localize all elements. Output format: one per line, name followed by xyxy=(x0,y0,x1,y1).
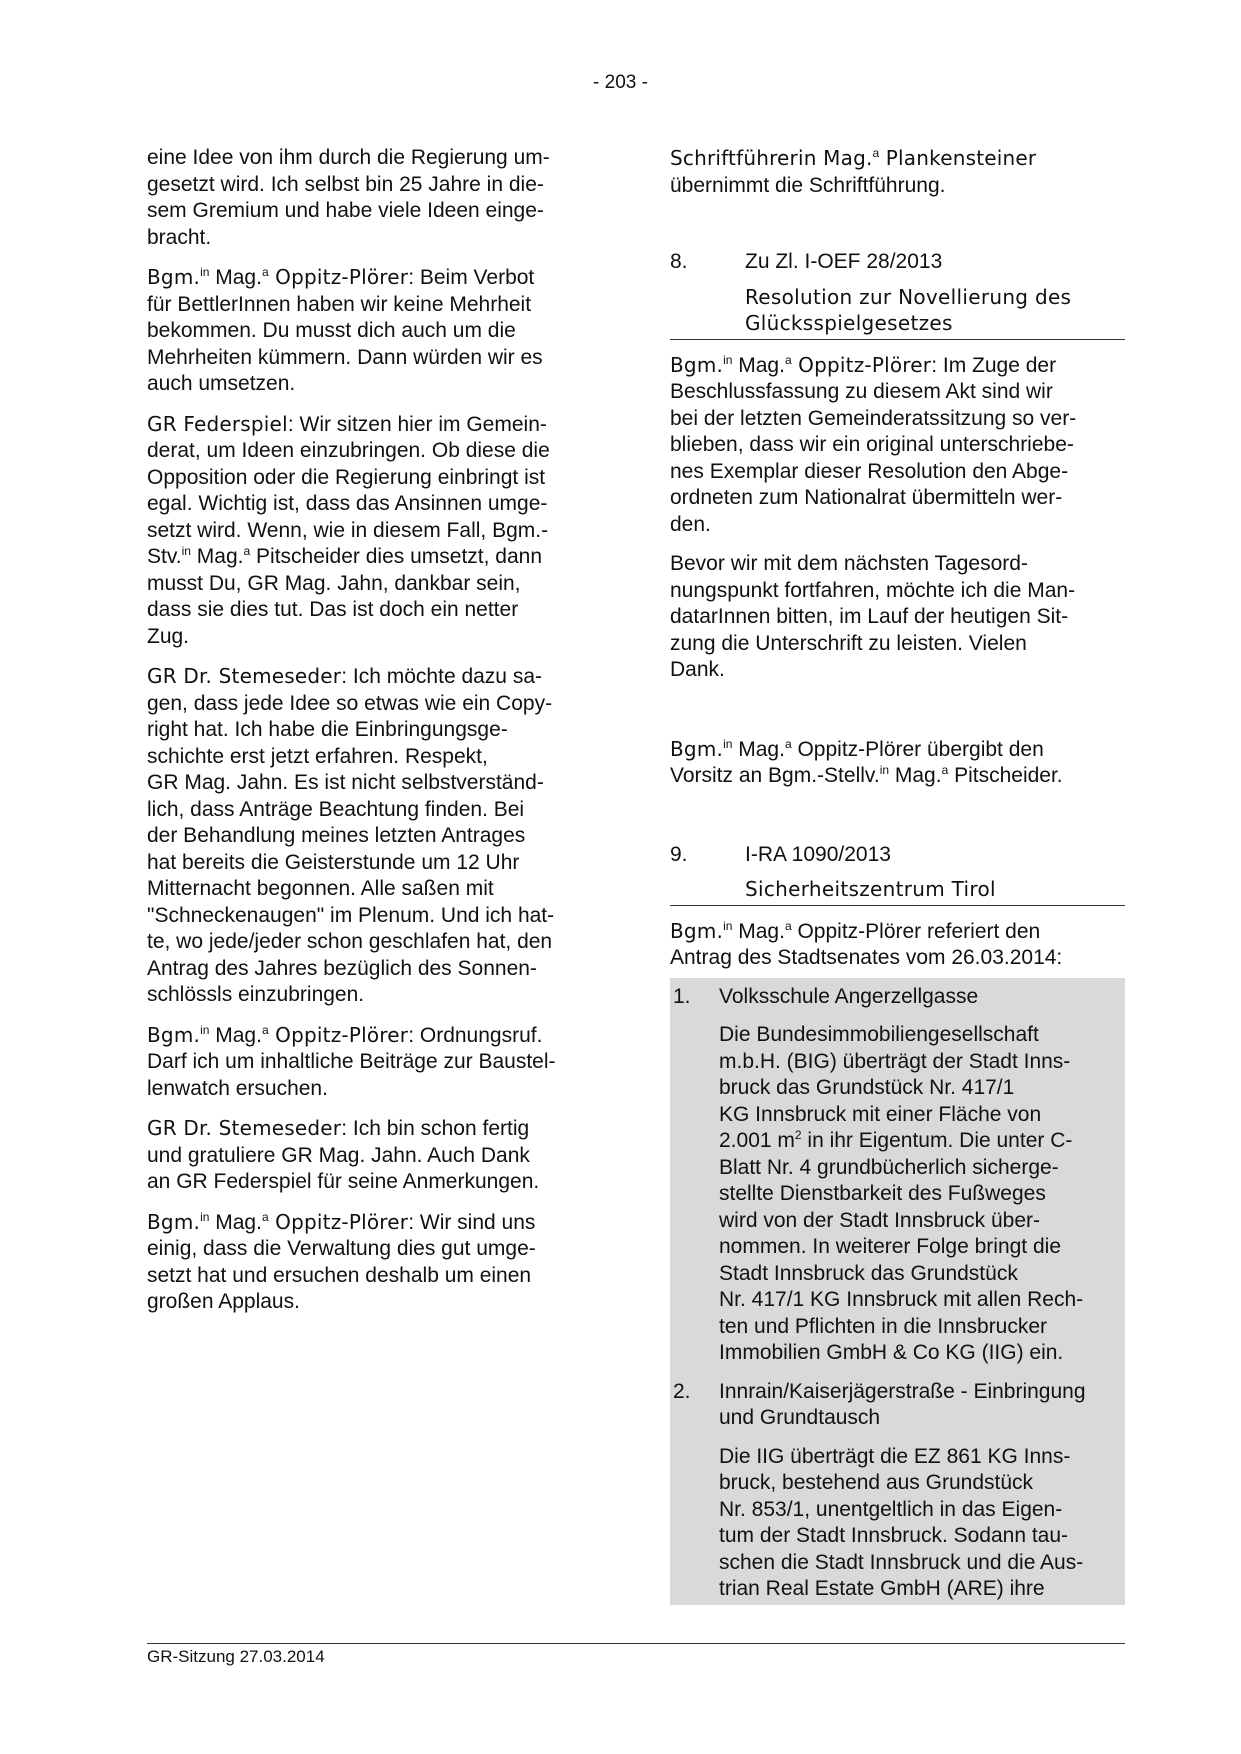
text-line: sem Gremium und habe viele Ideen einge- xyxy=(147,199,544,222)
motion-item-text xyxy=(719,1444,1119,1603)
text-line: eine Idee von ihm durch die Regierung um- xyxy=(147,146,550,169)
text-line: für BettlerInnen haben wir keine Mehrheit xyxy=(147,292,532,316)
text-line: : Wir sitzen hier im Gemein- xyxy=(287,412,547,436)
text-line: bekommen. Du musst dich auch um die xyxy=(147,319,516,342)
text-line: setzt wird. Wenn, wie in diesem Fall, Bgm.- xyxy=(147,518,549,542)
text-line: zung die Unterschrift zu leisten. Vielen xyxy=(670,631,1027,655)
title-line: Innrain/Kaiserjägerstraße - Einbringung xyxy=(719,1379,1086,1403)
text-line: hat bereits die Geisterstunde um 12 Uhr xyxy=(147,850,520,874)
agenda-item-number: 8. xyxy=(670,250,688,273)
motion-item-text xyxy=(719,1022,1119,1367)
text-line: nungspunkt fortfahren, möchte ich die Man- xyxy=(670,578,1076,602)
text-line: setzt hat und ersuchen deshalb um einen xyxy=(147,1263,532,1287)
speaker-title: Mag. xyxy=(732,737,785,761)
text-line: wird von der Stadt Innsbruck über- xyxy=(719,1208,1040,1232)
footer-divider xyxy=(147,1643,1125,1644)
text-line: Opposition oder die Regierung einbringt ist xyxy=(147,465,546,489)
text-line: bei der letzten Gemeinderatssitzung so ver- xyxy=(670,406,1077,430)
area-value: 2.001 m xyxy=(719,1129,795,1152)
text-line: : Ich möchte dazu sa- xyxy=(341,665,542,688)
text-line: nes Exemplar dieser Resolution den Abge- xyxy=(670,459,1069,483)
text-line: Die Bundesimmobiliengesellschaft xyxy=(719,1023,1039,1046)
text-line: bruck, bestehend aus Grundstück xyxy=(719,1471,1034,1494)
text-fragment: Vorsitz an Bgm.-Stellv. xyxy=(670,764,880,787)
paragraph-mayor-resolution xyxy=(670,352,1125,539)
superscript: a xyxy=(784,918,792,933)
paragraph-mayor-beggars xyxy=(147,264,597,398)
speaker-name: Plankensteiner xyxy=(879,146,1037,170)
text-line: GR Mag. Jahn. Es ist nicht selbstverständ- xyxy=(147,771,544,794)
superscript: a xyxy=(784,352,792,367)
text-line: Immobilien GmbH & Co KG (IIG) ein. xyxy=(719,1341,1064,1364)
text-line: Blatt Nr. 4 grundbücherlich sicherge- xyxy=(719,1155,1059,1179)
superscript: in xyxy=(200,265,210,279)
title-line: Glücksspielgesetzes xyxy=(745,311,953,335)
text-line: datarInnen bitten, im Lauf der heutigen Sit- xyxy=(670,605,1069,628)
text-line: dass sie dies tut. Das ist doch ein netter xyxy=(147,598,519,621)
text-line: nommen. In weiterer Folge bringt die xyxy=(719,1235,1061,1258)
text-line: und gratuliere GR Mag. Jahn. Auch Dank xyxy=(147,1143,530,1167)
text-line: Die IIG überträgt die EZ 861 KG Inns- xyxy=(719,1444,1071,1468)
agenda-item-number: 9. xyxy=(670,842,688,866)
text-line: gesetzt wird. Ich selbst bin 25 Jahre in die- xyxy=(147,172,544,196)
motion-item-number: 2. xyxy=(673,1379,691,1403)
superscript: a xyxy=(261,1209,269,1224)
agenda-item-title: Sicherheitszentrum Tirol xyxy=(745,877,996,901)
text-line: Nr. 417/1 KG Innsbruck mit allen Rech- xyxy=(719,1288,1084,1311)
text-line: Mitternacht begonnen. Alle saßen mit xyxy=(147,877,494,900)
text-fragment: Stv. xyxy=(147,545,182,568)
speaker-name: GR Dr. Stemeseder xyxy=(147,664,342,688)
paragraph-stemeseder-finished xyxy=(147,1115,597,1196)
superscript: in xyxy=(181,544,191,558)
text-line: Pitscheider dies umsetzt, dann xyxy=(250,545,543,568)
text-fragment: Pitscheider. xyxy=(948,764,1063,787)
text-line: schlössls einzubringen. xyxy=(147,983,365,1006)
text-fragment: Oppitz-Plörer übergibt den xyxy=(791,737,1044,761)
paragraph-mayor-applause xyxy=(147,1209,597,1316)
text-line: lich, dass Anträge Beachtung finden. Bei xyxy=(147,797,525,821)
speaker-title: Bgm. xyxy=(670,352,724,377)
text-line: Dank. xyxy=(670,658,725,681)
superscript: a xyxy=(872,146,880,160)
superscript: 2 xyxy=(794,1128,802,1142)
text-line: lenwatch ersuchen. xyxy=(147,1076,328,1100)
motion-item-title: Volksschule Angerzellgasse xyxy=(719,984,979,1008)
right-column xyxy=(670,145,1125,1605)
speaker-title: Bgm. xyxy=(670,736,724,761)
text-line: right hat. Ich habe die Einbringungsge- xyxy=(147,718,508,741)
title-line: Resolution zur Novellierung des xyxy=(745,284,1072,309)
speaker-title: Bgm. xyxy=(147,1022,201,1047)
speaker-name: Oppitz-Plörer xyxy=(268,1209,409,1234)
text-line: Beschlussfassung zu diesem Akt sind wir xyxy=(670,380,1053,403)
motion-item-title xyxy=(719,1379,1119,1432)
left-column xyxy=(147,145,597,1329)
text-line: Mehrheiten kümmern. Dann würden wir es xyxy=(147,345,543,369)
text-line: blieben, dass wir ein original unterschriebe- xyxy=(670,433,1074,456)
text-line: Bevor wir mit dem nächsten Tagesord- xyxy=(670,552,1028,575)
text-line: Darf ich um inhaltliche Beiträge zur Baustel- xyxy=(147,1050,556,1073)
text-line: an GR Federspiel für seine Anmerkungen. xyxy=(147,1170,540,1193)
text-line: musst Du, GR Mag. Jahn, dankbar sein, xyxy=(147,571,521,595)
superscript: in xyxy=(723,736,733,751)
page-number: - 203 - xyxy=(593,72,648,93)
paragraph-signatures xyxy=(670,551,1125,684)
text-line: großen Applaus. xyxy=(147,1290,300,1313)
agenda-item-8 xyxy=(670,249,1125,340)
text-line: gen, dass jede Idee so etwas wie ein Copy- xyxy=(147,691,553,715)
text-line: den. xyxy=(670,512,711,536)
speaker-title: Mag. xyxy=(732,919,785,943)
text-fragment: Oppitz-Plörer referiert den xyxy=(791,919,1041,943)
paragraph-federspiel xyxy=(147,411,597,651)
text-line: te, wo jede/jeder schon geschlafen hat, den xyxy=(147,930,553,953)
speaker-title: Mag. xyxy=(209,266,262,289)
motion-item-number: 1. xyxy=(673,984,691,1008)
text-line: "Schneckenaugen" im Plenum. Und ich hat- xyxy=(147,903,555,927)
text-line: : Ordnungsruf. xyxy=(408,1023,543,1047)
text-fragment: in ihr Eigentum. Die unter C- xyxy=(801,1129,1073,1152)
speaker-title: Mag. xyxy=(209,1023,262,1047)
text-line: : Beim Verbot xyxy=(408,266,535,289)
text-line: tum der Stadt Innsbruck. Sodann tau- xyxy=(719,1524,1069,1547)
motion-item-2 xyxy=(670,1379,1119,1603)
paragraph-chair-handover xyxy=(670,736,1125,790)
agenda-item-9 xyxy=(670,842,1125,906)
superscript: a xyxy=(261,1022,269,1037)
text-line: bracht. xyxy=(147,225,212,249)
superscript: in xyxy=(723,918,733,933)
text-line: ordneten zum Nationalrat übermitteln wer- xyxy=(670,486,1063,509)
speaker-title: Mag. xyxy=(209,1210,262,1234)
speaker-title: Bgm. xyxy=(670,918,724,943)
text-line: bruck das Grundstück Nr. 417/1 xyxy=(719,1076,1015,1099)
speaker-name: Oppitz-Plörer xyxy=(791,352,932,377)
motion-item-1 xyxy=(670,984,1119,1367)
text-line: derat, um Ideen einzubringen. Ob diese die xyxy=(147,439,550,462)
superscript: in xyxy=(723,352,733,367)
superscript: a xyxy=(784,736,792,751)
text-line: Nr. 853/1, unentgeltlich in das Eigen- xyxy=(719,1497,1063,1521)
text-line: schen die Stadt Innsbruck und die Aus- xyxy=(719,1550,1084,1574)
speaker-title: Bgm. xyxy=(147,1209,201,1234)
text-line: einig, dass die Verwaltung dies gut umge- xyxy=(147,1237,536,1260)
text-line: auch umsetzen. xyxy=(147,372,296,395)
speaker-title: Bgm. xyxy=(147,265,201,289)
speaker-name: Oppitz-Plörer xyxy=(268,1022,409,1047)
superscript: in xyxy=(200,1022,210,1037)
text-line: Antrag des Jahres bezüglich des Sonnen- xyxy=(147,956,537,980)
paragraph-mayor-order-call xyxy=(147,1022,597,1103)
text-line: trian Real Estate GmbH (ARE) ihre xyxy=(719,1577,1045,1600)
text-line: Antrag des Stadtsenates vom 26.03.2014: xyxy=(670,946,1063,969)
superscript: a xyxy=(261,265,269,279)
text-line: : Im Zuge der xyxy=(931,353,1057,377)
text-line: Stadt Innsbruck das Grundstück xyxy=(719,1261,1018,1285)
paragraph-stemeseder-copyright xyxy=(147,663,597,1009)
text-line: stellte Dienstbarkeit des Fußweges xyxy=(719,1182,1046,1205)
text-line: : Ich bin schon fertig xyxy=(341,1117,530,1140)
superscript: a xyxy=(941,763,949,777)
speaker-title: Mag. xyxy=(732,353,785,377)
superscript: in xyxy=(200,1209,210,1224)
agenda-item-title xyxy=(745,284,1125,337)
text-line: egal. Wichtig ist, dass das Ansinnen umge- xyxy=(147,492,548,515)
text-fragment: Mag. xyxy=(190,545,244,568)
superscript: a xyxy=(243,544,251,558)
agenda-item-reference: Zu Zl. I-OEF 28/2013 xyxy=(745,250,943,273)
speaker-name: Schriftführerin Mag. xyxy=(670,146,873,170)
title-line: und Grundtausch xyxy=(719,1406,881,1429)
text-line: : Wir sind uns xyxy=(408,1210,536,1234)
speaker-name: Oppitz-Plörer xyxy=(268,265,409,289)
motion-box xyxy=(670,978,1125,1605)
text-line: übernimmt die Schriftführung. xyxy=(670,173,946,197)
text-fragment: Mag. xyxy=(889,764,942,787)
paragraph-mayor-motion xyxy=(670,918,1125,972)
text-line: Zug. xyxy=(147,624,190,648)
text-line: m.b.H. (BIG) überträgt der Stadt Inns- xyxy=(719,1049,1071,1073)
agenda-item-reference: I-RA 1090/2013 xyxy=(745,842,891,866)
superscript: in xyxy=(879,763,890,777)
paragraph-idea-implemented xyxy=(147,145,597,251)
paragraph-secretary xyxy=(670,145,1125,199)
text-line: schichte erst jetzt erfahren. Respekt, xyxy=(147,744,488,768)
speaker-name: GR Dr. Stemeseder xyxy=(147,1116,342,1140)
text-line: der Behandlung meines letzten Antrages xyxy=(147,824,526,847)
text-line: ten und Pflichten in die Innsbrucker xyxy=(719,1314,1048,1338)
text-line: KG Innsbruck mit einer Fläche von xyxy=(719,1102,1042,1126)
speaker-name: GR Federspiel xyxy=(147,411,288,436)
footer-session-date: GR-Sitzung 27.03.2014 xyxy=(147,1647,325,1666)
